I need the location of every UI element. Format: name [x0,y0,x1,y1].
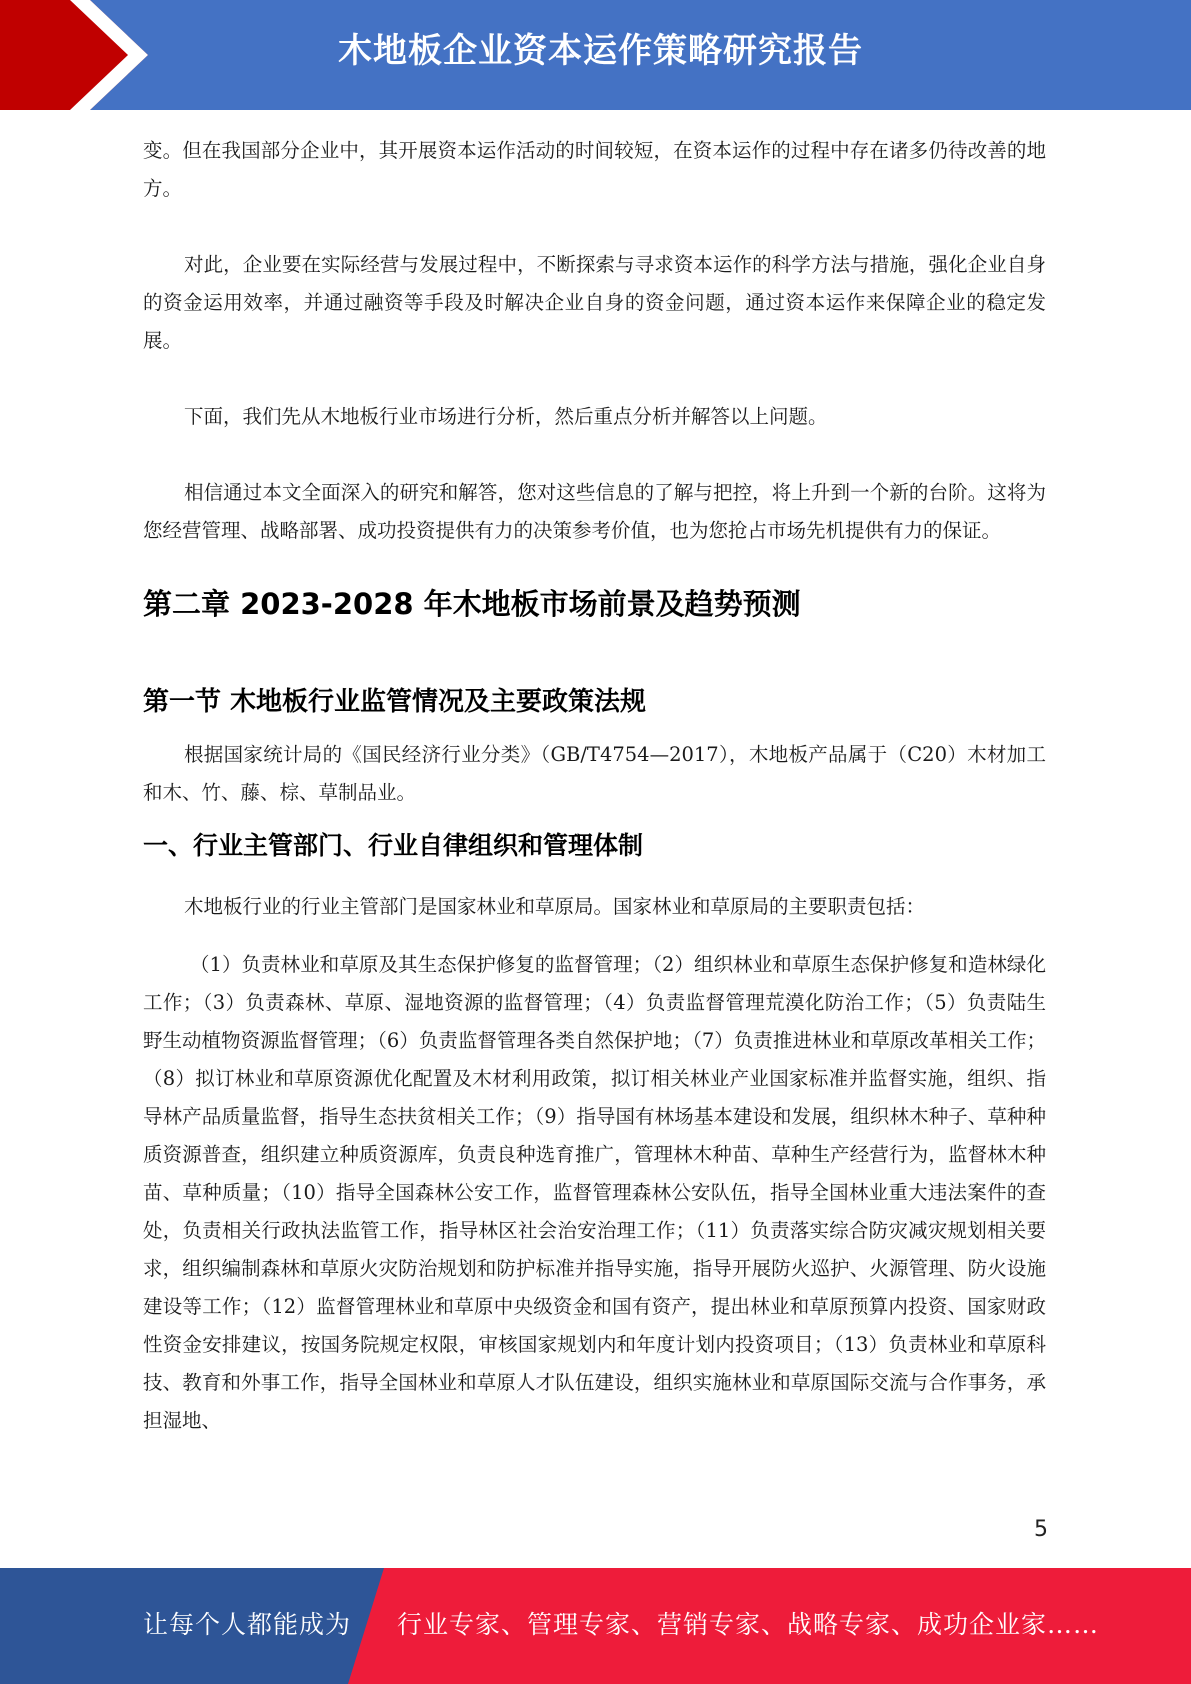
report-title: 木地板企业资本运作策略研究报告 [338,31,863,71]
section-title: 第一节 木地板行业监管情况及主要政策法规 [143,687,647,717]
footer-slogan-left: 让每个人都能成为 [143,1610,352,1639]
page-number: 5 [1034,1517,1048,1542]
paragraph-classification: 根据国家统计局的《国民经济行业分类》（GB/T4754—2017），木地板产品属于（C20）木材加工和木、竹、藤、棕、草制品业。 [143,743,1046,804]
subsection-title: 一、行业主管部门、行业自律组织和管理体制 [143,831,644,860]
paragraph-duties: （1）负责林业和草原及其生态保护修复的监督管理；（2）组织林业和草原生态保护修复和造林绿化工作；（3）负责森林、草原、湿地资源的监督管理；（4）负责监督管理荒漠化防治工作；（5）负责陆生野生动植物资源监督管理；（6）负责监督管理各类自然保护地；（7）负责推进林业和草原改革相关工作；（8）拟订林业和草原资源优化配置及木材利用政策，拟订相关林业产业国家标准并监督实施，组织、指导林产品质量监督，指导生态扶贫相关工作；（9）指导国有林场基本建设和发展，组织林木种子、草种种质资源普查，组织建立种质资源库，负责良种选育推广，管理林木种苗、草种生产经营行为，监督林木种苗、草种质量；（10）指导全国森林公安工作，监督管理森林公安队伍，指导全国林业重大违法案件的查处，负责相关行政执法监管工作，指导林区社会治安治理工作；（11）负责落实综合防灾减灾规划相关要求，组织编制森林和草原火灾防治规划和防护标准并指导实施，指导开展防火巡护、火源管理、防火设施建设等工作；（12）监督管理林业和草原中央级资金和国有资产，提出林业和草原预算内投资、国家财政性资金安排建议，按国务院规定权限，审核国家规划内和年度计划内投资项目；（13）负责林业和草原科技、教育和外事工作，指导全国林业和草原人才队伍建设，组织实施林业和草原国际交流与合作事务，承担湿地、 [143,953,1046,1432]
paragraph-belief: 相信通过本文全面深入的研究和解答，您对这些信息的了解与把控，将上升到一个新的台阶。这将为您经营管理、战略部署、成功投资提供有力的决策参考价值，也为您抢占市场先机提供有力的保证。 [143,481,1046,542]
paragraph-response: 对此，企业要在实际经营与发展过程中，不断探索与寻求资本运作的科学方法与措施，强化企业自身的资金运用效率，并通过融资等手段及时解决企业自身的资金问题，通过资本运作来保障企业的稳定发展。 [143,253,1046,352]
chapter-title: 第二章 2023-2028 年木地板市场前景及趋势预测 [143,587,801,621]
footer-banner [0,1568,1191,1684]
paragraph-next: 下面，我们先从木地板行业市场进行分析，然后重点分析并解答以上问题。 [184,405,828,428]
footer-slogan-right: 行业专家、管理专家、营销专家、战略专家、成功企业家…… [397,1610,1100,1639]
paragraph-authority: 木地板行业的行业主管部门是国家林业和草原局。国家林业和草原局的主要职责包括： [184,895,926,918]
document-body [143,132,1046,1440]
paragraph-intro-continuation: 变。但在我国部分企业中，其开展资本运作活动的时间较短，在资本运作的过程中存在诸多仍待改善的地方。 [143,139,1046,200]
header-banner [0,0,1191,110]
